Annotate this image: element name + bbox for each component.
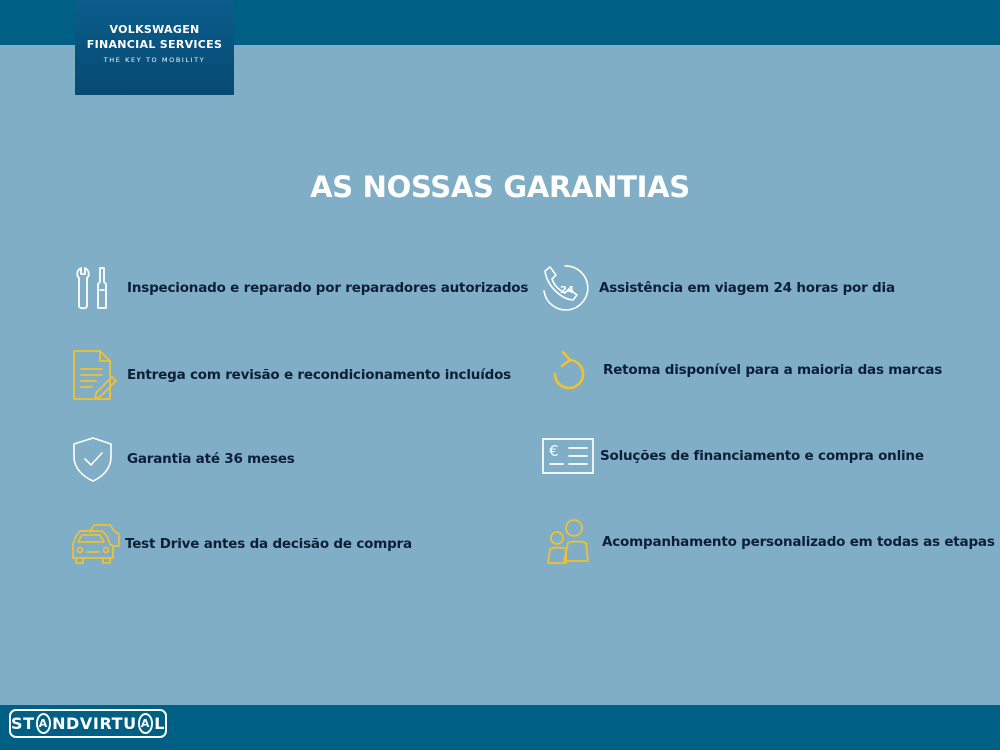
euro-card-icon	[541, 430, 597, 482]
logo-circled-a: A	[36, 713, 51, 734]
logo-text: NDVIRTU	[52, 714, 137, 733]
feature-label: Retoma disponível para a maioria das marcas	[603, 362, 943, 378]
feature-label: Acompanhamento personalizado em todas as etapas	[602, 534, 995, 550]
shield-check-icon	[72, 433, 124, 485]
feature-warranty	[72, 433, 295, 485]
page-title: AS NOSSAS GARANTIAS	[310, 170, 690, 204]
feature-delivery	[72, 349, 511, 401]
document-icon	[72, 349, 124, 401]
phone-24-label: 24	[560, 285, 574, 296]
feature-label: Garantia até 36 meses	[127, 451, 295, 467]
feature-inspected	[72, 262, 528, 314]
return-arrow-icon	[548, 344, 600, 396]
feature-label: Entrega com revisão e recondicionamento incluídos	[127, 367, 511, 383]
euro-symbol: €	[549, 442, 559, 460]
feature-label: Test Drive antes da decisão de compra	[125, 536, 412, 552]
logo-text: ST	[11, 714, 35, 733]
feature-label: Soluções de financiamento e compra online	[600, 448, 924, 464]
vw-financial-services-logo	[75, 0, 234, 95]
feature-support	[544, 516, 995, 568]
cars-icon	[70, 518, 122, 570]
feature-label: Inspecionado e reparado por reparadores autorizados	[127, 280, 529, 296]
phone-24h-icon	[541, 262, 596, 314]
logo-tagline: THE KEY TO MOBILITY	[103, 56, 206, 64]
people-icon	[544, 516, 599, 568]
logo-text: L	[154, 714, 165, 733]
tools-icon	[72, 262, 124, 314]
feature-label: Assistência em viagem 24 horas por dia	[599, 280, 895, 296]
logo-circled-a: A	[138, 713, 153, 734]
standvirtual-logo[interactable]	[9, 709, 167, 738]
logo-line-1: VOLKSWAGEN	[109, 23, 200, 36]
logo-line-2: FINANCIAL SERVICES	[86, 38, 223, 51]
feature-financing	[541, 430, 924, 482]
feature-test-drive	[70, 518, 412, 570]
feature-trade-in	[548, 344, 942, 396]
feature-assistance	[541, 262, 895, 314]
